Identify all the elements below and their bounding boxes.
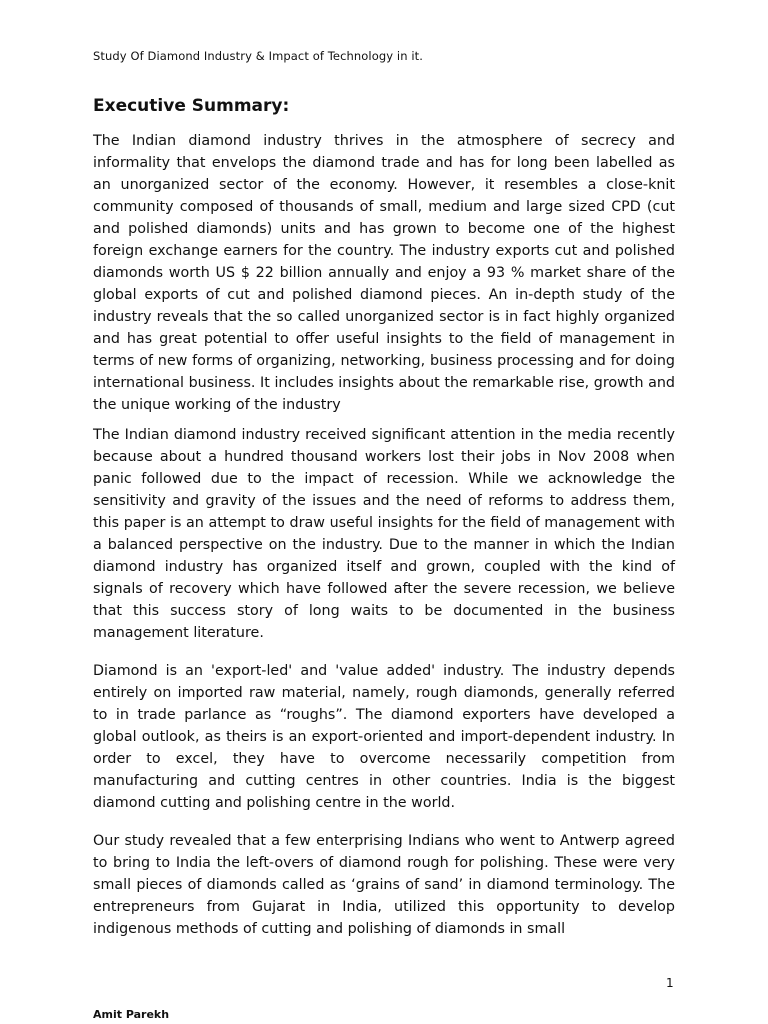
footer-author: Amit Parekh xyxy=(93,1008,170,1021)
paragraph-3: Diamond is an 'export-led' and 'value added' industry. The industry depends entirely on imported raw material, namely, rough diamonds, generally referred to in trade parlance as “roughs”. The diamond exporters have developed a global outlook, as theirs is an export-oriented and import-dependent industry. In order to excel, they have to overcome necessarily competition from manufacturing and cutting centres in other countries. India is the biggest diamond cutting and polishing centre in the world. xyxy=(93,663,675,811)
paragraph-2: The Indian diamond industry received significant attention in the media recently because about a hundred thousand workers lost their jobs in Nov 2008 when panic followed due to the impact of recession. While we acknowledge the sensitivity and gravity of the issues and the need of reforms to address them, this paper is an attempt to draw useful insights for the field of management with a balanced perspective on the industry. Due to the manner in which the Indian diamond industry has organized itself and grown, coupled with the kind of signals of recovery which have followed after the severe recession, we believe that this success story of long waits to be documented in the business management literature. xyxy=(93,427,675,641)
body-text xyxy=(93,130,675,940)
section-heading: Executive Summary: xyxy=(93,96,290,116)
paragraph-1: The Indian diamond industry thrives in the atmosphere of secrecy and informality that envelops the diamond trade and has for long been labelled as an unorganized sector of the economy. However, it resembles a close-knit community composed of thousands of small, medium and large sized CPD (cut and polished diamonds) units and has grown to become one of the highest foreign exchange earners for the country. The industry exports cut and polished diamonds worth US $ 22 billion annually and enjoy a 93 % market share of the global exports of cut and polished diamond pieces. An in-depth study of the industry reveals that the so called unorganized sector is in fact highly organized and has great potential to offer useful insights to the field of management in terms of new forms of organizing, networking, business processing and for doing international business. It includes insights about the remarkable rise, growth and the unique working of the industry xyxy=(93,133,675,413)
page-number: 1 xyxy=(666,976,674,990)
running-header: Study Of Diamond Industry & Impact of Technology in it. xyxy=(93,49,424,63)
paragraph-4: Our study revealed that a few enterprising Indians who went to Antwerp agreed to bring to India the left-overs of diamond rough for polishing. These were very small pieces of diamonds called as ‘grains of sand’ in diamond terminology. The entrepreneurs from Gujarat in India, utilized this opportunity to develop indigenous methods of cutting and polishing of diamonds in small xyxy=(93,833,675,937)
